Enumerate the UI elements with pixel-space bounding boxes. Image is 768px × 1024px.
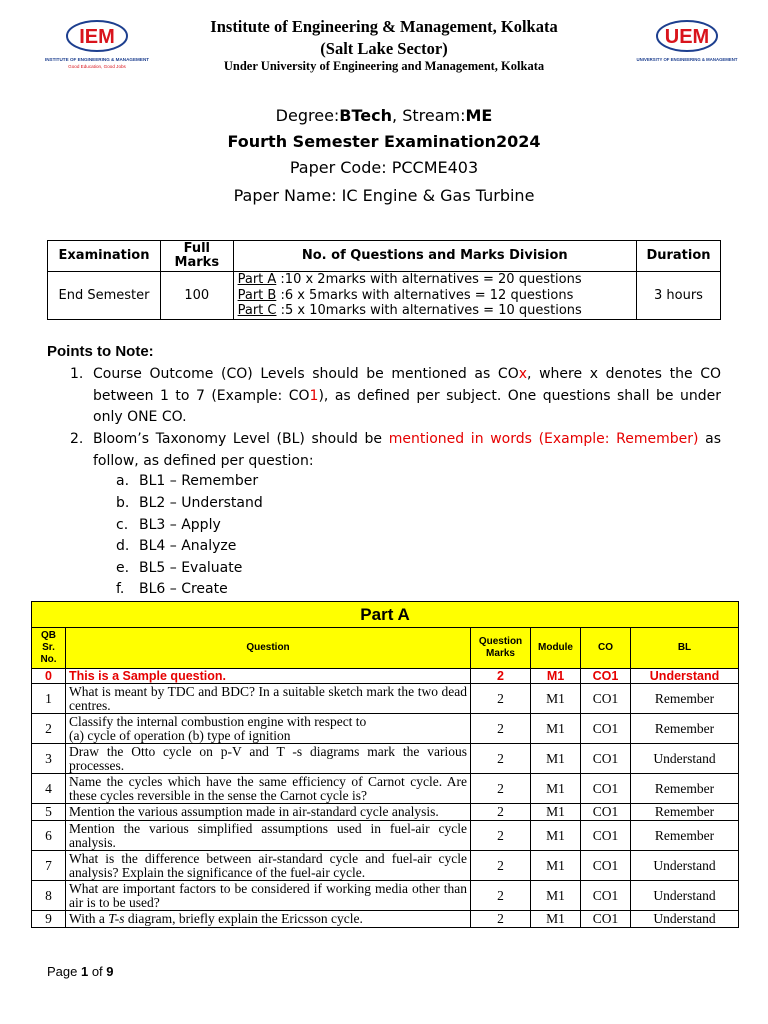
cell-full-marks: 100 — [161, 272, 234, 320]
row-module: M1 — [531, 881, 581, 911]
part-c-label: Part C — [237, 303, 277, 319]
cell-question-division — [233, 272, 636, 320]
part-c-division — [238, 303, 632, 319]
table-row — [32, 744, 739, 774]
point-2 — [70, 429, 721, 472]
row-no: 8 — [32, 881, 66, 911]
row-marks: 2 — [471, 714, 531, 744]
row-module: M1 — [531, 684, 581, 714]
row-no: 2 — [32, 714, 66, 744]
points-title: Points to Note: — [47, 343, 154, 360]
cell-examination: End Semester — [48, 272, 161, 320]
paper-code: Paper Code: PCCME403 — [289, 158, 479, 177]
table-row — [32, 821, 739, 851]
row-no: 4 — [32, 774, 66, 804]
row-bl: Understand — [631, 851, 739, 881]
header-sr-no: QB Sr. No. — [32, 628, 66, 669]
row-module: M1 — [531, 744, 581, 774]
point-2-number: 2. — [70, 431, 84, 447]
row-module: M1 — [531, 911, 581, 928]
row-no: 6 — [32, 821, 66, 851]
row-co: CO1 — [581, 714, 631, 744]
point-1-number: 1. — [70, 366, 84, 382]
row-co: CO1 — [581, 774, 631, 804]
part-a-label: Part A — [237, 272, 277, 288]
row-co: CO1 — [581, 684, 631, 714]
sample-no: 0 — [32, 669, 66, 684]
sample-bl: Understand — [631, 669, 739, 684]
bl-level-d: d. BL4 – Analyze — [116, 538, 237, 554]
part-b-label: Part B — [237, 287, 277, 303]
university-name: Under University of Engineering and Management, Kolkata — [223, 59, 545, 73]
exam-summary-table — [47, 240, 721, 320]
point-1-text: Course Outcome (CO) Levels should be mentioned as COx, where x denotes the CO between 1 to 7 (Example: CO1), as defined per subject. One questions shall be under only ONE CO. — [93, 366, 721, 425]
bl-level-b: b. BL2 – Understand — [116, 495, 263, 511]
row-no: 5 — [32, 804, 66, 821]
bl-level-c: c. BL3 – Apply — [116, 517, 221, 533]
table-row — [32, 774, 739, 804]
row-bl: Understand — [631, 744, 739, 774]
row-co: CO1 — [581, 911, 631, 928]
row-marks: 2 — [471, 774, 531, 804]
row-bl: Remember — [631, 714, 739, 744]
point-1 — [70, 364, 721, 429]
row-module: M1 — [531, 714, 581, 744]
bl-level-e: e. BL5 – Evaluate — [116, 560, 243, 576]
semester-title: Fourth Semester Examination2024 — [227, 132, 541, 151]
row-marks: 2 — [471, 821, 531, 851]
stream-value: ME — [465, 106, 493, 125]
logo-left-sub1: INSTITUTE OF ENGINEERING & MANAGEMENT — [44, 57, 150, 62]
part-c-text: :5 x 10marks with alternatives = 10 questions — [276, 303, 582, 319]
institute-name: Institute of Engineering & Management, Kolkata — [210, 17, 558, 36]
row-question: What is the difference between air-standard cycle and fuel-air cycle analysis? Explain the significance of the fuel-air cycle. — [66, 851, 471, 881]
part-a-text: :10 x 2marks with alternatives = 20 questions — [276, 272, 582, 288]
sample-co: CO1 — [581, 669, 631, 684]
bl-level-a: a. BL1 – Remember — [116, 473, 259, 489]
header-question-division: No. of Questions and Marks Division — [233, 241, 636, 272]
row-co: CO1 — [581, 744, 631, 774]
logo-left-sub2: Good Education, Good Jobs — [68, 64, 126, 69]
campus-name: (Salt Lake Sector) — [320, 39, 448, 58]
header-question: Question — [66, 628, 471, 669]
part-b-text: :6 x 5marks with alternatives = 12 questions — [276, 287, 574, 303]
header-co: CO — [581, 628, 631, 669]
logo-right-sub1: UNIVERSITY OF ENGINEERING & MANAGEMENT — [636, 57, 738, 62]
part-b-division — [238, 288, 632, 304]
point-2-text: Bloom’s Taxonomy Level (BL) should be mentioned in words (Example: Remember) as follow, as defined per question: — [93, 431, 721, 469]
row-bl: Remember — [631, 774, 739, 804]
row-marks: 2 — [471, 684, 531, 714]
sample-row — [32, 669, 739, 684]
row-bl: Remember — [631, 804, 739, 821]
page-footer: Page 1 of 9 — [47, 964, 114, 979]
header-bl: BL — [631, 628, 739, 669]
table-row — [32, 851, 739, 881]
paper-name: Paper Name: IC Engine & Gas Turbine — [233, 186, 535, 205]
header-examination: Examination — [48, 241, 161, 272]
row-co: CO1 — [581, 821, 631, 851]
row-marks: 2 — [471, 911, 531, 928]
row-question: Draw the Otto cycle on p-V and T -s diagrams mark the various processes. — [66, 744, 471, 774]
cell-duration: 3 hours — [636, 272, 720, 320]
row-marks: 2 — [471, 804, 531, 821]
row-bl: Understand — [631, 911, 739, 928]
row-bl: Understand — [631, 881, 739, 911]
degree-label: Degree: — [275, 106, 340, 125]
row-module: M1 — [531, 774, 581, 804]
table-row — [32, 714, 739, 744]
row-co: CO1 — [581, 851, 631, 881]
logo-left-title: IEM — [79, 26, 115, 48]
sample-question: This is a Sample question. — [66, 669, 471, 684]
sample-module: M1 — [531, 669, 581, 684]
part-a-table — [31, 601, 739, 928]
row-question: Name the cycles which have the same efficiency of Carnot cycle. Are these cycles reversible in the sense the Carnot cycle is? — [66, 774, 471, 804]
row-no: 3 — [32, 744, 66, 774]
row-co: CO1 — [581, 804, 631, 821]
table-row — [32, 684, 739, 714]
row-question: Mention the various simplified assumptions used in fuel-air cycle analysis. — [66, 821, 471, 851]
header-module: Module — [531, 628, 581, 669]
row-module: M1 — [531, 851, 581, 881]
row-no: 7 — [32, 851, 66, 881]
bl-level-f: f. BL6 – Create — [116, 581, 228, 597]
header-marks: Question Marks — [471, 628, 531, 669]
table-row — [32, 881, 739, 911]
row-marks: 2 — [471, 851, 531, 881]
row-marks: 2 — [471, 744, 531, 774]
row-no: 1 — [32, 684, 66, 714]
logo-right-title: UEM — [664, 26, 710, 48]
row-question: Mention the various assumption made in air-standard cycle analysis. — [66, 804, 471, 821]
row-bl: Remember — [631, 684, 739, 714]
table-row — [32, 911, 739, 928]
row-co: CO1 — [581, 881, 631, 911]
part-a-division — [238, 272, 632, 288]
row-question: With a T-s diagram, briefly explain the Ericsson cycle. — [66, 911, 471, 928]
row-module: M1 — [531, 821, 581, 851]
sample-marks: 2 — [471, 669, 531, 684]
row-question: What are important factors to be considered if working media other than air is to be used? — [66, 881, 471, 911]
header-full-marks: Full Marks — [161, 241, 234, 272]
table-row — [32, 804, 739, 821]
degree-line — [0, 106, 768, 125]
row-question: What is meant by TDC and BDC? In a suitable sketch mark the two dead centres. — [66, 684, 471, 714]
row-module: M1 — [531, 804, 581, 821]
stream-label: , Stream: — [392, 106, 466, 125]
row-no: 9 — [32, 911, 66, 928]
row-bl: Remember — [631, 821, 739, 851]
row-question: Classify the internal combustion engine with respect to (a) cycle of operation (b) type of ignition — [66, 714, 471, 744]
part-a-title: Part A — [32, 602, 739, 628]
degree-value: BTech — [339, 106, 393, 125]
row-marks: 2 — [471, 881, 531, 911]
header-duration: Duration — [636, 241, 720, 272]
